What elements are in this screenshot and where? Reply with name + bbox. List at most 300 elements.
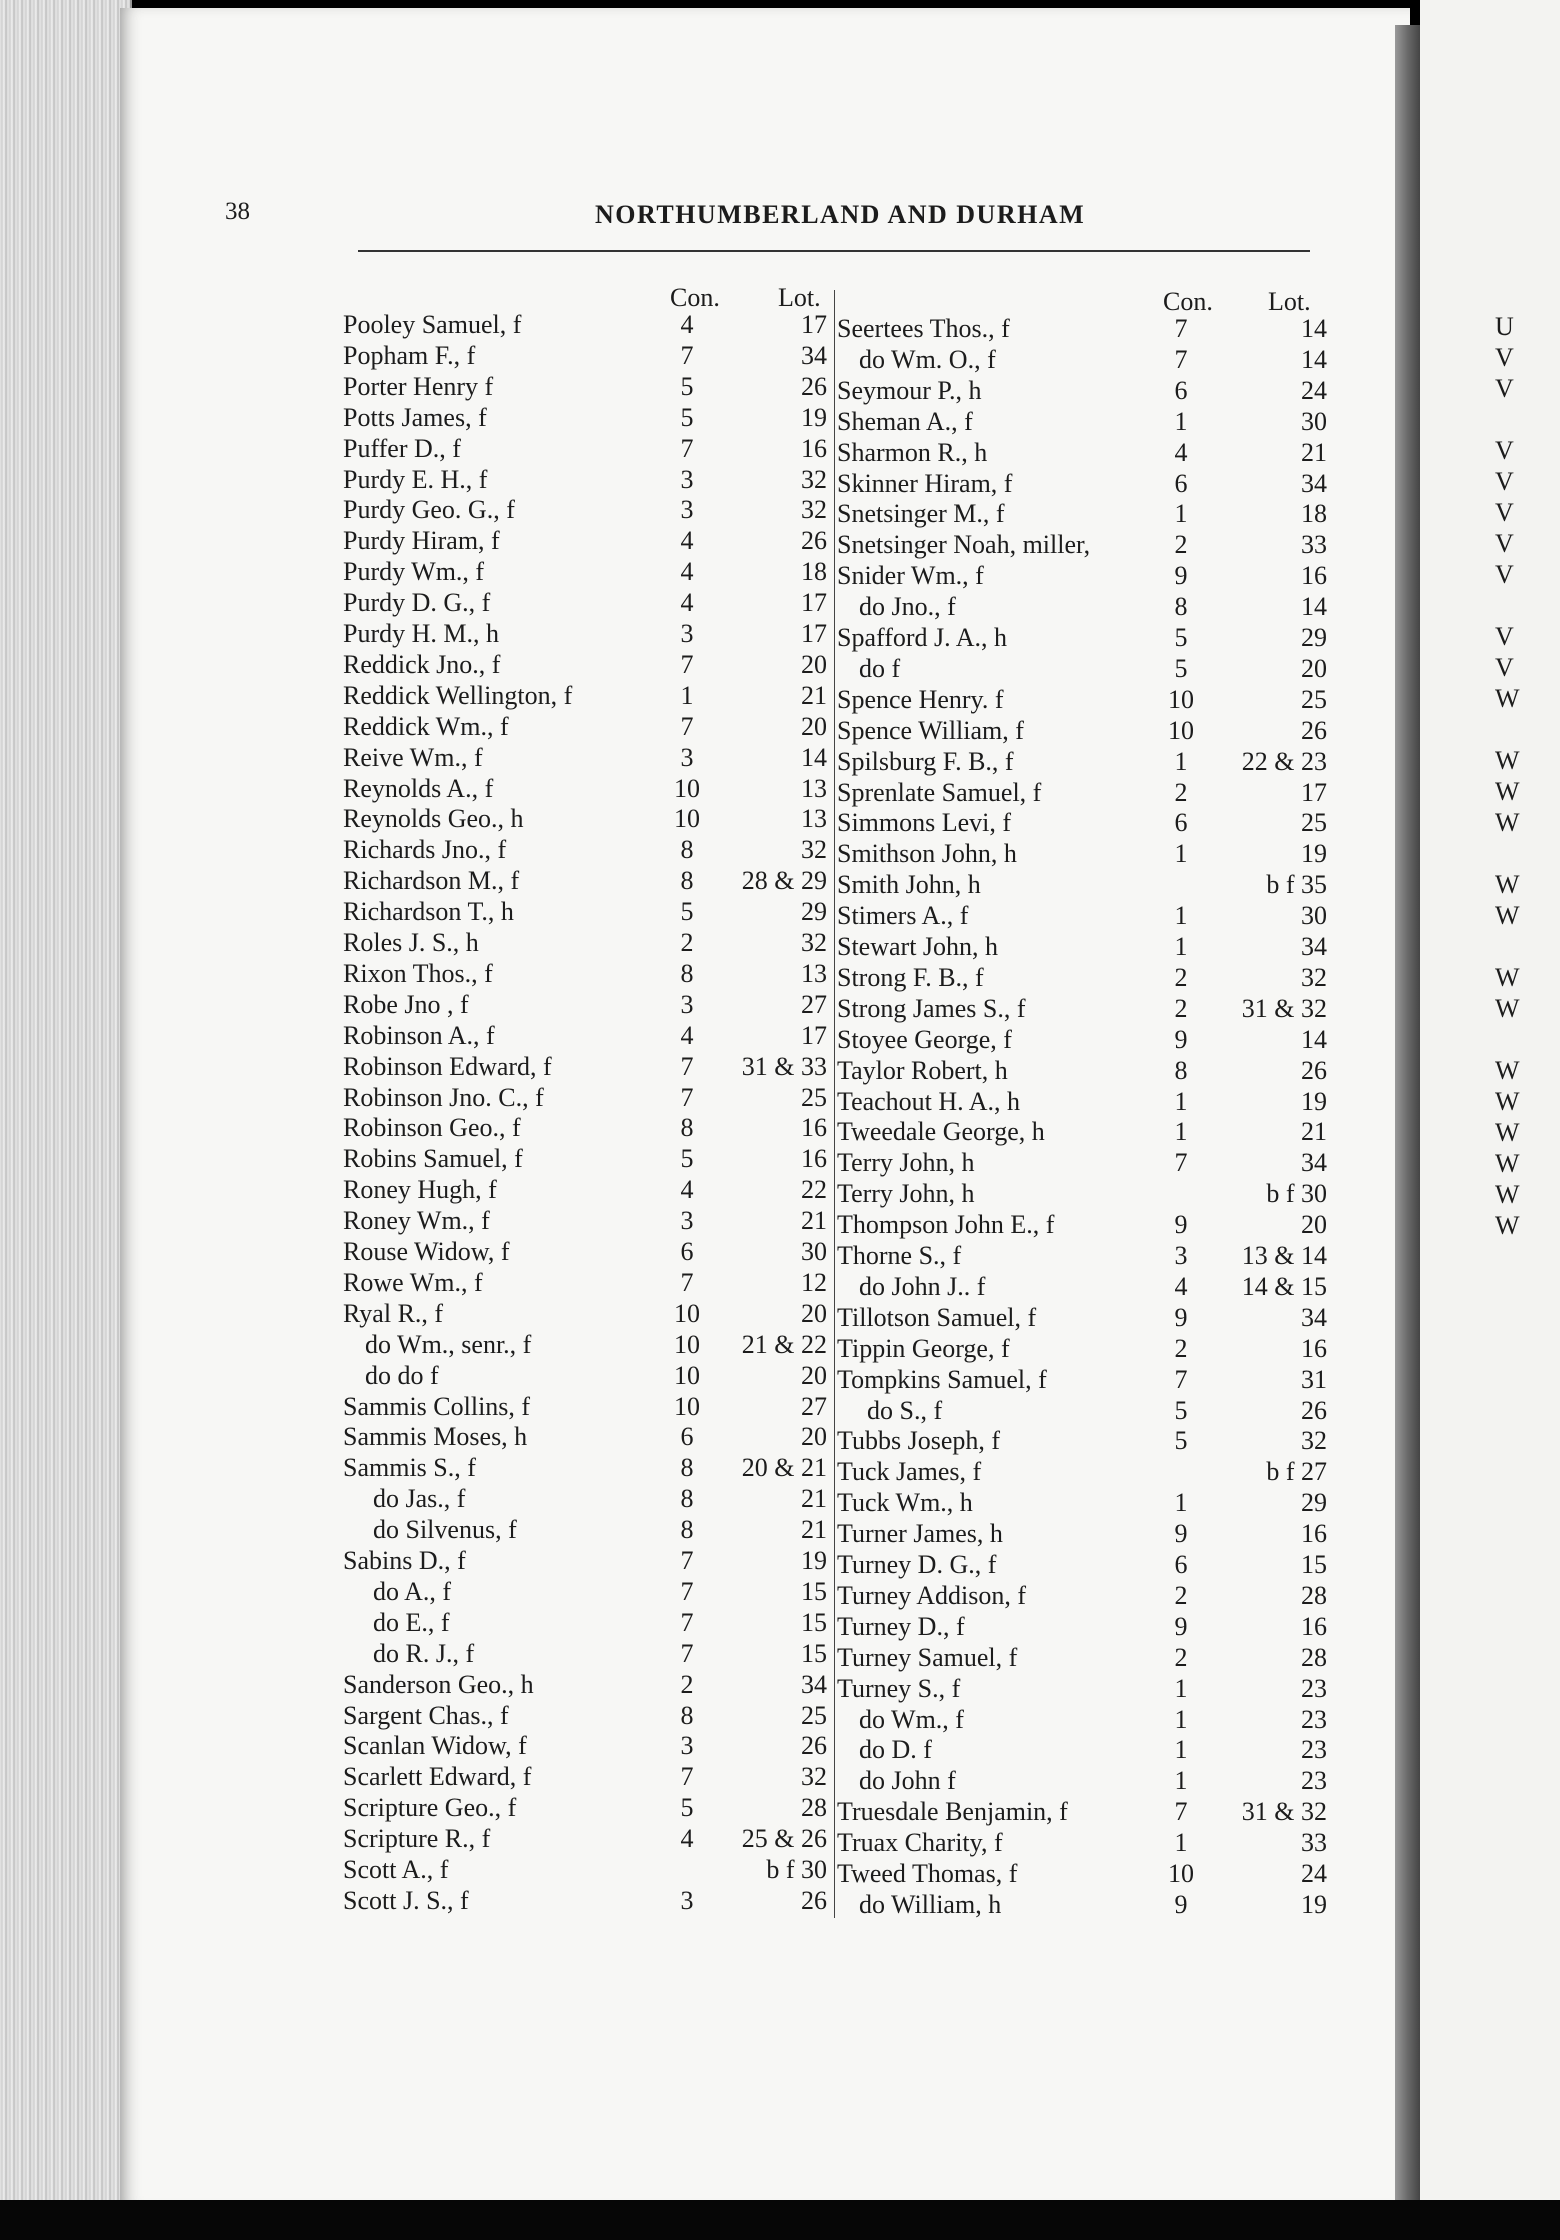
directory-entry <box>837 963 1327 993</box>
entry-name: Roles J. S., h <box>343 928 479 957</box>
directory-entry <box>837 1396 1327 1426</box>
entry-lot: 20 <box>801 1360 827 1390</box>
directory-entry <box>837 530 1327 560</box>
entry-concession: 2 <box>1174 1333 1188 1363</box>
entry-concession: 8 <box>680 1484 694 1514</box>
entry-concession: 1 <box>1174 1488 1188 1518</box>
entry-lot: 33 <box>1301 530 1327 560</box>
entry-concession: 7 <box>680 1082 694 1112</box>
entry-concession: 7 <box>1174 1148 1188 1178</box>
facing-page-fragment: W <box>1495 777 1520 806</box>
directory-entry <box>837 1766 1327 1796</box>
entry-name: Sabins D., f <box>343 1546 466 1575</box>
entry-concession: 1 <box>1174 1828 1188 1858</box>
entry-name: do Wm. O., f <box>859 344 996 374</box>
directory-entry <box>343 465 833 495</box>
entry-lot: 33 <box>1301 1828 1327 1858</box>
entry-name: Turney D. G., f <box>837 1550 997 1579</box>
entry-concession: 2 <box>1174 993 1188 1023</box>
entry-lot: 29 <box>801 897 827 927</box>
entry-concession: 8 <box>680 835 694 865</box>
directory-entry <box>837 314 1327 344</box>
directory-entry <box>343 1113 833 1143</box>
entry-lot: 24 <box>1301 1859 1327 1888</box>
directory-entry <box>343 1824 833 1854</box>
entry-name: Thorne S., f <box>837 1241 962 1270</box>
entry-concession: 10 <box>674 804 700 834</box>
entry-name: Reive Wm., f <box>343 742 483 772</box>
directory-entry <box>343 804 833 834</box>
directory-entry <box>837 1241 1327 1271</box>
entry-lot: 14 <box>1301 344 1327 374</box>
entry-name: do R. J., f <box>373 1638 475 1668</box>
entry-concession: 4 <box>680 557 694 587</box>
entry-concession: 7 <box>680 433 694 463</box>
entry-concession: 9 <box>1174 1210 1188 1240</box>
entry-lot: 19 <box>801 1546 827 1575</box>
directory-entry <box>343 310 833 340</box>
entry-lot: 34 <box>1301 468 1327 498</box>
entry-lot: 20 & 21 <box>741 1453 827 1483</box>
entry-name: Potts James, f <box>343 402 487 432</box>
entry-lot: 31 & 32 <box>1241 993 1327 1023</box>
entry-lot: 22 & 23 <box>1241 746 1327 776</box>
entry-name: Reddick Jno., f <box>343 649 501 679</box>
entry-name: do Jas., f <box>373 1484 466 1514</box>
entry-name: Reynolds A., f <box>343 773 494 803</box>
entry-name: Terry John, h <box>837 1148 975 1178</box>
entry-lot: 34 <box>1301 1148 1327 1178</box>
book-gutter <box>1395 25 1420 2205</box>
facing-page-fragment: V <box>1495 343 1514 372</box>
entry-concession: 10 <box>1168 1859 1194 1888</box>
entry-name: Ryal R., f <box>343 1298 444 1328</box>
directory-entry <box>837 1735 1327 1765</box>
entry-name: Scarlett Edward, f <box>343 1762 532 1792</box>
entry-lot: 25 <box>801 1700 827 1730</box>
entry-name: Tubbs Joseph, f <box>837 1426 1001 1456</box>
entry-lot: 16 <box>1301 1611 1327 1641</box>
entry-name: Stoyee George, f <box>837 1024 1012 1054</box>
directory-entry <box>837 438 1327 468</box>
entry-lot: 15 <box>1301 1550 1327 1579</box>
directory-entry <box>837 901 1327 931</box>
directory-entry <box>343 588 833 618</box>
directory-entry <box>343 1083 833 1113</box>
entry-name: Sammis Collins, f <box>343 1391 531 1421</box>
entry-concession: 2 <box>1174 1580 1188 1610</box>
entry-concession: 7 <box>680 1762 694 1792</box>
entry-name: Tuck James, f <box>837 1457 982 1487</box>
directory-entry <box>343 557 833 587</box>
entry-concession: 1 <box>1174 932 1188 961</box>
facing-page-fragment: V <box>1495 622 1514 651</box>
entry-concession: 1 <box>1174 901 1188 931</box>
entry-name: Turney Addison, f <box>837 1580 1027 1610</box>
facing-page-fragment: W <box>1495 901 1520 930</box>
directory-entry <box>343 1670 833 1700</box>
entry-concession: 3 <box>680 1206 694 1236</box>
entry-concession: 10 <box>674 1298 700 1328</box>
entry-lot: 34 <box>801 340 827 370</box>
entry-lot: 32 <box>801 464 827 494</box>
entry-concession: 4 <box>680 526 694 556</box>
entry-name: do D. f <box>859 1735 932 1765</box>
entry-name: Popham F., f <box>343 340 476 370</box>
entry-concession: 7 <box>680 1267 694 1297</box>
entry-concession: 7 <box>1174 314 1188 343</box>
entry-name: Robins Samuel, f <box>343 1144 523 1174</box>
entry-concession: 3 <box>680 1731 694 1761</box>
entry-name: Roney Hugh, f <box>343 1175 497 1205</box>
entry-name: Teachout H. A., h <box>837 1086 1021 1116</box>
directory-entry <box>343 1731 833 1761</box>
entry-concession: 2 <box>1174 962 1188 992</box>
entry-lot: 16 <box>1301 1333 1327 1363</box>
entry-lot: 21 <box>801 1484 827 1514</box>
entry-concession: 3 <box>680 742 694 772</box>
entry-lot: 16 <box>1301 561 1327 591</box>
directory-entry <box>837 716 1327 746</box>
entry-name: Tweed Thomas, f <box>837 1859 1018 1888</box>
directory-entry <box>343 1701 833 1731</box>
directory-entry <box>343 495 833 525</box>
entry-concession: 7 <box>680 1576 694 1606</box>
entry-lot: 13 <box>801 804 827 834</box>
entry-name: Turney Samuel, f <box>837 1642 1018 1672</box>
facing-page-fragment: W <box>1495 1118 1520 1147</box>
entry-name: do John f <box>859 1766 956 1796</box>
directory-entry <box>343 1855 833 1885</box>
entry-name: Purdy Geo. G., f <box>343 495 515 525</box>
entry-name: Rowe Wm., f <box>343 1267 483 1297</box>
entry-name: do E., f <box>373 1607 450 1637</box>
left-lot-header: Lot. <box>778 283 821 312</box>
entry-name: Spence William, f <box>837 715 1024 745</box>
directory-entry <box>837 1519 1327 1549</box>
entry-lot: 29 <box>1301 1488 1327 1518</box>
entry-concession: 5 <box>680 1144 694 1174</box>
entry-name: Sprenlate Samuel, f <box>837 777 1042 807</box>
entry-name: do Jno., f <box>859 592 956 622</box>
directory-entry <box>837 685 1327 715</box>
directory-entry <box>343 434 833 464</box>
entry-lot: 20 <box>801 1298 827 1328</box>
entry-name: Scripture Geo., f <box>343 1793 517 1823</box>
entry-concession: 2 <box>680 1669 694 1699</box>
entry-concession: 1 <box>1174 1735 1188 1765</box>
entry-lot: 19 <box>801 402 827 432</box>
entry-lot: 25 & 26 <box>741 1824 827 1854</box>
entry-concession: 8 <box>680 958 694 988</box>
right-lot-header: Lot. <box>1268 287 1311 316</box>
directory-entry <box>343 1484 833 1514</box>
entry-lot: 32 <box>801 495 827 525</box>
directory-entry <box>343 1175 833 1205</box>
entry-lot: 28 & 29 <box>741 866 827 896</box>
directory-entry <box>837 623 1327 653</box>
directory-entry <box>837 1612 1327 1642</box>
entry-name: Turner James, h <box>837 1519 1003 1549</box>
directory-entry <box>343 743 833 773</box>
left-directory-column <box>343 0 833 2200</box>
entry-name: Roney Wm., f <box>343 1206 490 1236</box>
entry-name: Thompson John E., f <box>837 1210 1055 1240</box>
entry-name: Tompkins Samuel, f <box>837 1364 1047 1394</box>
entry-name: Rixon Thos., f <box>343 958 493 988</box>
entry-name: Simmons Levi, f <box>837 808 1012 838</box>
entry-concession: 7 <box>680 649 694 679</box>
facing-page-fragment: W <box>1495 994 1520 1023</box>
entry-concession: 1 <box>1174 839 1188 869</box>
directory-entry <box>837 592 1327 622</box>
entry-concession: 3 <box>680 619 694 648</box>
directory-entry <box>837 994 1327 1024</box>
entry-concession: 7 <box>680 1638 694 1668</box>
entry-name: Spilsburg F. B., f <box>837 746 1014 776</box>
entry-lot: 12 <box>801 1267 827 1297</box>
directory-entry <box>343 403 833 433</box>
directory-entry <box>837 747 1327 777</box>
entry-lot: b f 27 <box>1266 1457 1327 1487</box>
directory-entry <box>343 1268 833 1298</box>
entry-name: Seertees Thos., f <box>837 314 1010 343</box>
entry-name: Purdy E. H., f <box>343 464 488 494</box>
entry-concession: 7 <box>680 711 694 741</box>
facing-page-fragment: V <box>1495 529 1514 558</box>
entry-concession: 8 <box>1174 592 1188 622</box>
directory-entry <box>343 341 833 371</box>
entry-name: Skinner Hiram, f <box>837 468 1013 498</box>
directory-entry <box>837 1581 1327 1611</box>
entry-concession: 6 <box>1174 375 1188 405</box>
entry-concession: 7 <box>1174 344 1188 374</box>
entry-name: Robinson Jno. C., f <box>343 1082 544 1112</box>
directory-entry <box>837 561 1327 591</box>
directory-entry <box>343 1608 833 1638</box>
entry-lot: 16 <box>1301 1519 1327 1549</box>
entry-name: Turney D., f <box>837 1611 965 1641</box>
directory-entry <box>837 1179 1327 1209</box>
entry-name: Robe Jno , f <box>343 989 469 1019</box>
directory-entry <box>837 1056 1327 1086</box>
entry-name: Reddick Wm., f <box>343 711 509 741</box>
entry-concession: 1 <box>1174 1117 1188 1147</box>
directory-entry <box>343 1886 833 1916</box>
entry-lot: 30 <box>801 1237 827 1266</box>
entry-concession: 1 <box>1174 406 1188 436</box>
right-con-header: Con. <box>1163 287 1213 316</box>
entry-concession: 6 <box>1174 808 1188 838</box>
entry-concession: 5 <box>1174 1426 1188 1456</box>
directory-entry <box>837 376 1327 406</box>
directory-entry <box>343 1639 833 1669</box>
entry-lot: b f 30 <box>1266 1179 1327 1209</box>
directory-entry <box>837 1890 1327 1920</box>
directory-entry <box>837 1117 1327 1147</box>
entry-lot: 13 <box>801 773 827 803</box>
entry-concession: 9 <box>1174 561 1188 591</box>
entry-lot: 14 <box>1301 1024 1327 1054</box>
directory-entry <box>837 469 1327 499</box>
entry-lot: 20 <box>801 1422 827 1452</box>
entry-lot: 21 & 22 <box>741 1329 827 1359</box>
entry-concession: 5 <box>680 402 694 432</box>
directory-entry <box>343 1206 833 1236</box>
entry-name: Purdy D. G., f <box>343 588 491 618</box>
directory-entry <box>837 345 1327 375</box>
entry-lot: 13 & 14 <box>1241 1241 1327 1270</box>
facing-page-fragment: W <box>1495 1056 1520 1085</box>
directory-entry <box>837 1334 1327 1364</box>
entry-lot: b f 30 <box>766 1855 827 1884</box>
entry-concession: 6 <box>1174 468 1188 498</box>
directory-entry <box>343 1021 833 1051</box>
entry-name: do William, h <box>859 1889 1002 1919</box>
facing-page-fragment: W <box>1495 746 1520 775</box>
entry-lot: 15 <box>801 1576 827 1606</box>
entry-lot: 34 <box>801 1669 827 1699</box>
entry-name: Scanlan Widow, f <box>343 1731 527 1761</box>
entry-concession: 2 <box>1174 530 1188 560</box>
entry-concession: 4 <box>680 1020 694 1050</box>
entry-lot: 25 <box>1301 808 1327 838</box>
directory-entry <box>343 1515 833 1545</box>
entry-concession: 5 <box>1174 623 1188 652</box>
entry-lot: 26 <box>801 526 827 556</box>
directory-entry <box>837 654 1327 684</box>
entry-lot: 32 <box>801 835 827 865</box>
entry-lot: 21 <box>801 680 827 710</box>
entry-lot: 20 <box>801 711 827 741</box>
entry-concession: 10 <box>674 1329 700 1359</box>
entry-name: Sheman A., f <box>837 406 973 436</box>
entry-lot: 25 <box>1301 684 1327 714</box>
entry-lot: 16 <box>801 1144 827 1174</box>
directory-entry <box>343 1052 833 1082</box>
entry-lot: 31 & 33 <box>741 1051 827 1081</box>
right-directory-column <box>837 0 1327 2200</box>
directory-entry <box>837 1705 1327 1735</box>
directory-entry <box>837 932 1327 962</box>
directory-entry <box>343 681 833 711</box>
entry-name: Tweedale George, h <box>837 1117 1045 1147</box>
entry-concession: 7 <box>1174 1364 1188 1394</box>
entry-lot: 32 <box>801 928 827 957</box>
entry-lot: 21 <box>801 1206 827 1236</box>
entry-concession: 9 <box>1174 1611 1188 1641</box>
entry-name: Robinson A., f <box>343 1020 495 1050</box>
entry-concession: 7 <box>1174 1797 1188 1827</box>
entry-name: Sammis Moses, h <box>343 1422 528 1452</box>
directory-entry <box>343 928 833 958</box>
entry-concession: 3 <box>680 1885 694 1915</box>
entry-lot: 17 <box>801 310 827 339</box>
entry-lot: 28 <box>801 1793 827 1823</box>
entry-lot: 27 <box>801 989 827 1019</box>
entry-name: Scott J. S., f <box>343 1885 469 1915</box>
entry-name: Truax Charity, f <box>837 1828 1003 1858</box>
entry-concession: 6 <box>1174 1550 1188 1579</box>
directory-entry <box>343 897 833 927</box>
facing-page-fragment: U <box>1495 312 1514 341</box>
entry-concession: 5 <box>680 1793 694 1823</box>
directory-entry <box>343 1330 833 1360</box>
directory-entry <box>837 1087 1327 1117</box>
entry-concession: 8 <box>680 1113 694 1143</box>
directory-entry <box>837 1210 1327 1240</box>
entry-concession: 1 <box>680 680 694 710</box>
entry-lot: 29 <box>1301 623 1327 652</box>
entry-lot: 24 <box>1301 375 1327 405</box>
entry-lot: 30 <box>1301 901 1327 931</box>
entry-lot: 20 <box>1301 1210 1327 1240</box>
entry-name: Stimers A., f <box>837 901 969 931</box>
entry-concession: 6 <box>680 1237 694 1266</box>
entry-name: Spence Henry. f <box>837 684 1004 714</box>
facing-page-fragment: V <box>1495 436 1514 465</box>
directory-entry <box>837 808 1327 838</box>
entry-concession: 5 <box>1174 1395 1188 1425</box>
entry-name: do f <box>859 653 901 683</box>
facing-page-fragment: W <box>1495 684 1520 713</box>
directory-entry <box>343 712 833 742</box>
entry-concession: 9 <box>1174 1889 1188 1919</box>
entry-name: Truesdale Benjamin, f <box>837 1797 1068 1827</box>
entry-lot: 20 <box>801 649 827 679</box>
entry-lot: 32 <box>1301 1426 1327 1456</box>
entry-concession: 6 <box>680 1422 694 1452</box>
directory-entry <box>343 835 833 865</box>
entry-lot: 21 <box>1301 1117 1327 1147</box>
entry-name: Richardson M., f <box>343 866 520 896</box>
page-number: 38 <box>225 198 250 225</box>
entry-name: do Wm., f <box>859 1704 964 1734</box>
entry-name: Tippin George, f <box>837 1333 1010 1363</box>
entry-name: Scott A., f <box>343 1855 449 1884</box>
entry-concession: 3 <box>680 495 694 525</box>
book-page-edges <box>0 0 132 2215</box>
entry-lot: 30 <box>1301 406 1327 436</box>
entry-name: Reddick Wellington, f <box>343 680 573 710</box>
directory-entry <box>837 1859 1327 1889</box>
directory-entry <box>343 1361 833 1391</box>
entry-lot: 26 <box>1301 1395 1327 1425</box>
entry-lot: 17 <box>1301 777 1327 807</box>
entry-lot: 26 <box>801 1731 827 1761</box>
entry-concession: 5 <box>1174 653 1188 683</box>
entry-name: Smith John, h <box>837 870 981 900</box>
entry-lot: 23 <box>1301 1766 1327 1796</box>
entry-concession: 3 <box>680 989 694 1019</box>
directory-entry <box>343 619 833 649</box>
entry-concession: 9 <box>1174 1519 1188 1549</box>
entry-concession: 4 <box>1174 1271 1188 1301</box>
entry-concession: 7 <box>680 1051 694 1081</box>
entry-concession: 1 <box>1174 1086 1188 1116</box>
entry-name: Spafford J. A., h <box>837 623 1007 652</box>
facing-page-fragment: W <box>1495 1149 1520 1178</box>
facing-page-fragment: V <box>1495 374 1514 403</box>
entry-name: Strong F. B., f <box>837 962 984 992</box>
entry-concession: 10 <box>1168 684 1194 714</box>
directory-entry <box>837 870 1327 900</box>
directory-entry <box>343 1762 833 1792</box>
entry-name: Sargent Chas., f <box>343 1700 509 1730</box>
entry-name: Stewart John, h <box>837 932 999 961</box>
entry-name: do A., f <box>373 1576 451 1606</box>
directory-entry <box>343 1453 833 1483</box>
